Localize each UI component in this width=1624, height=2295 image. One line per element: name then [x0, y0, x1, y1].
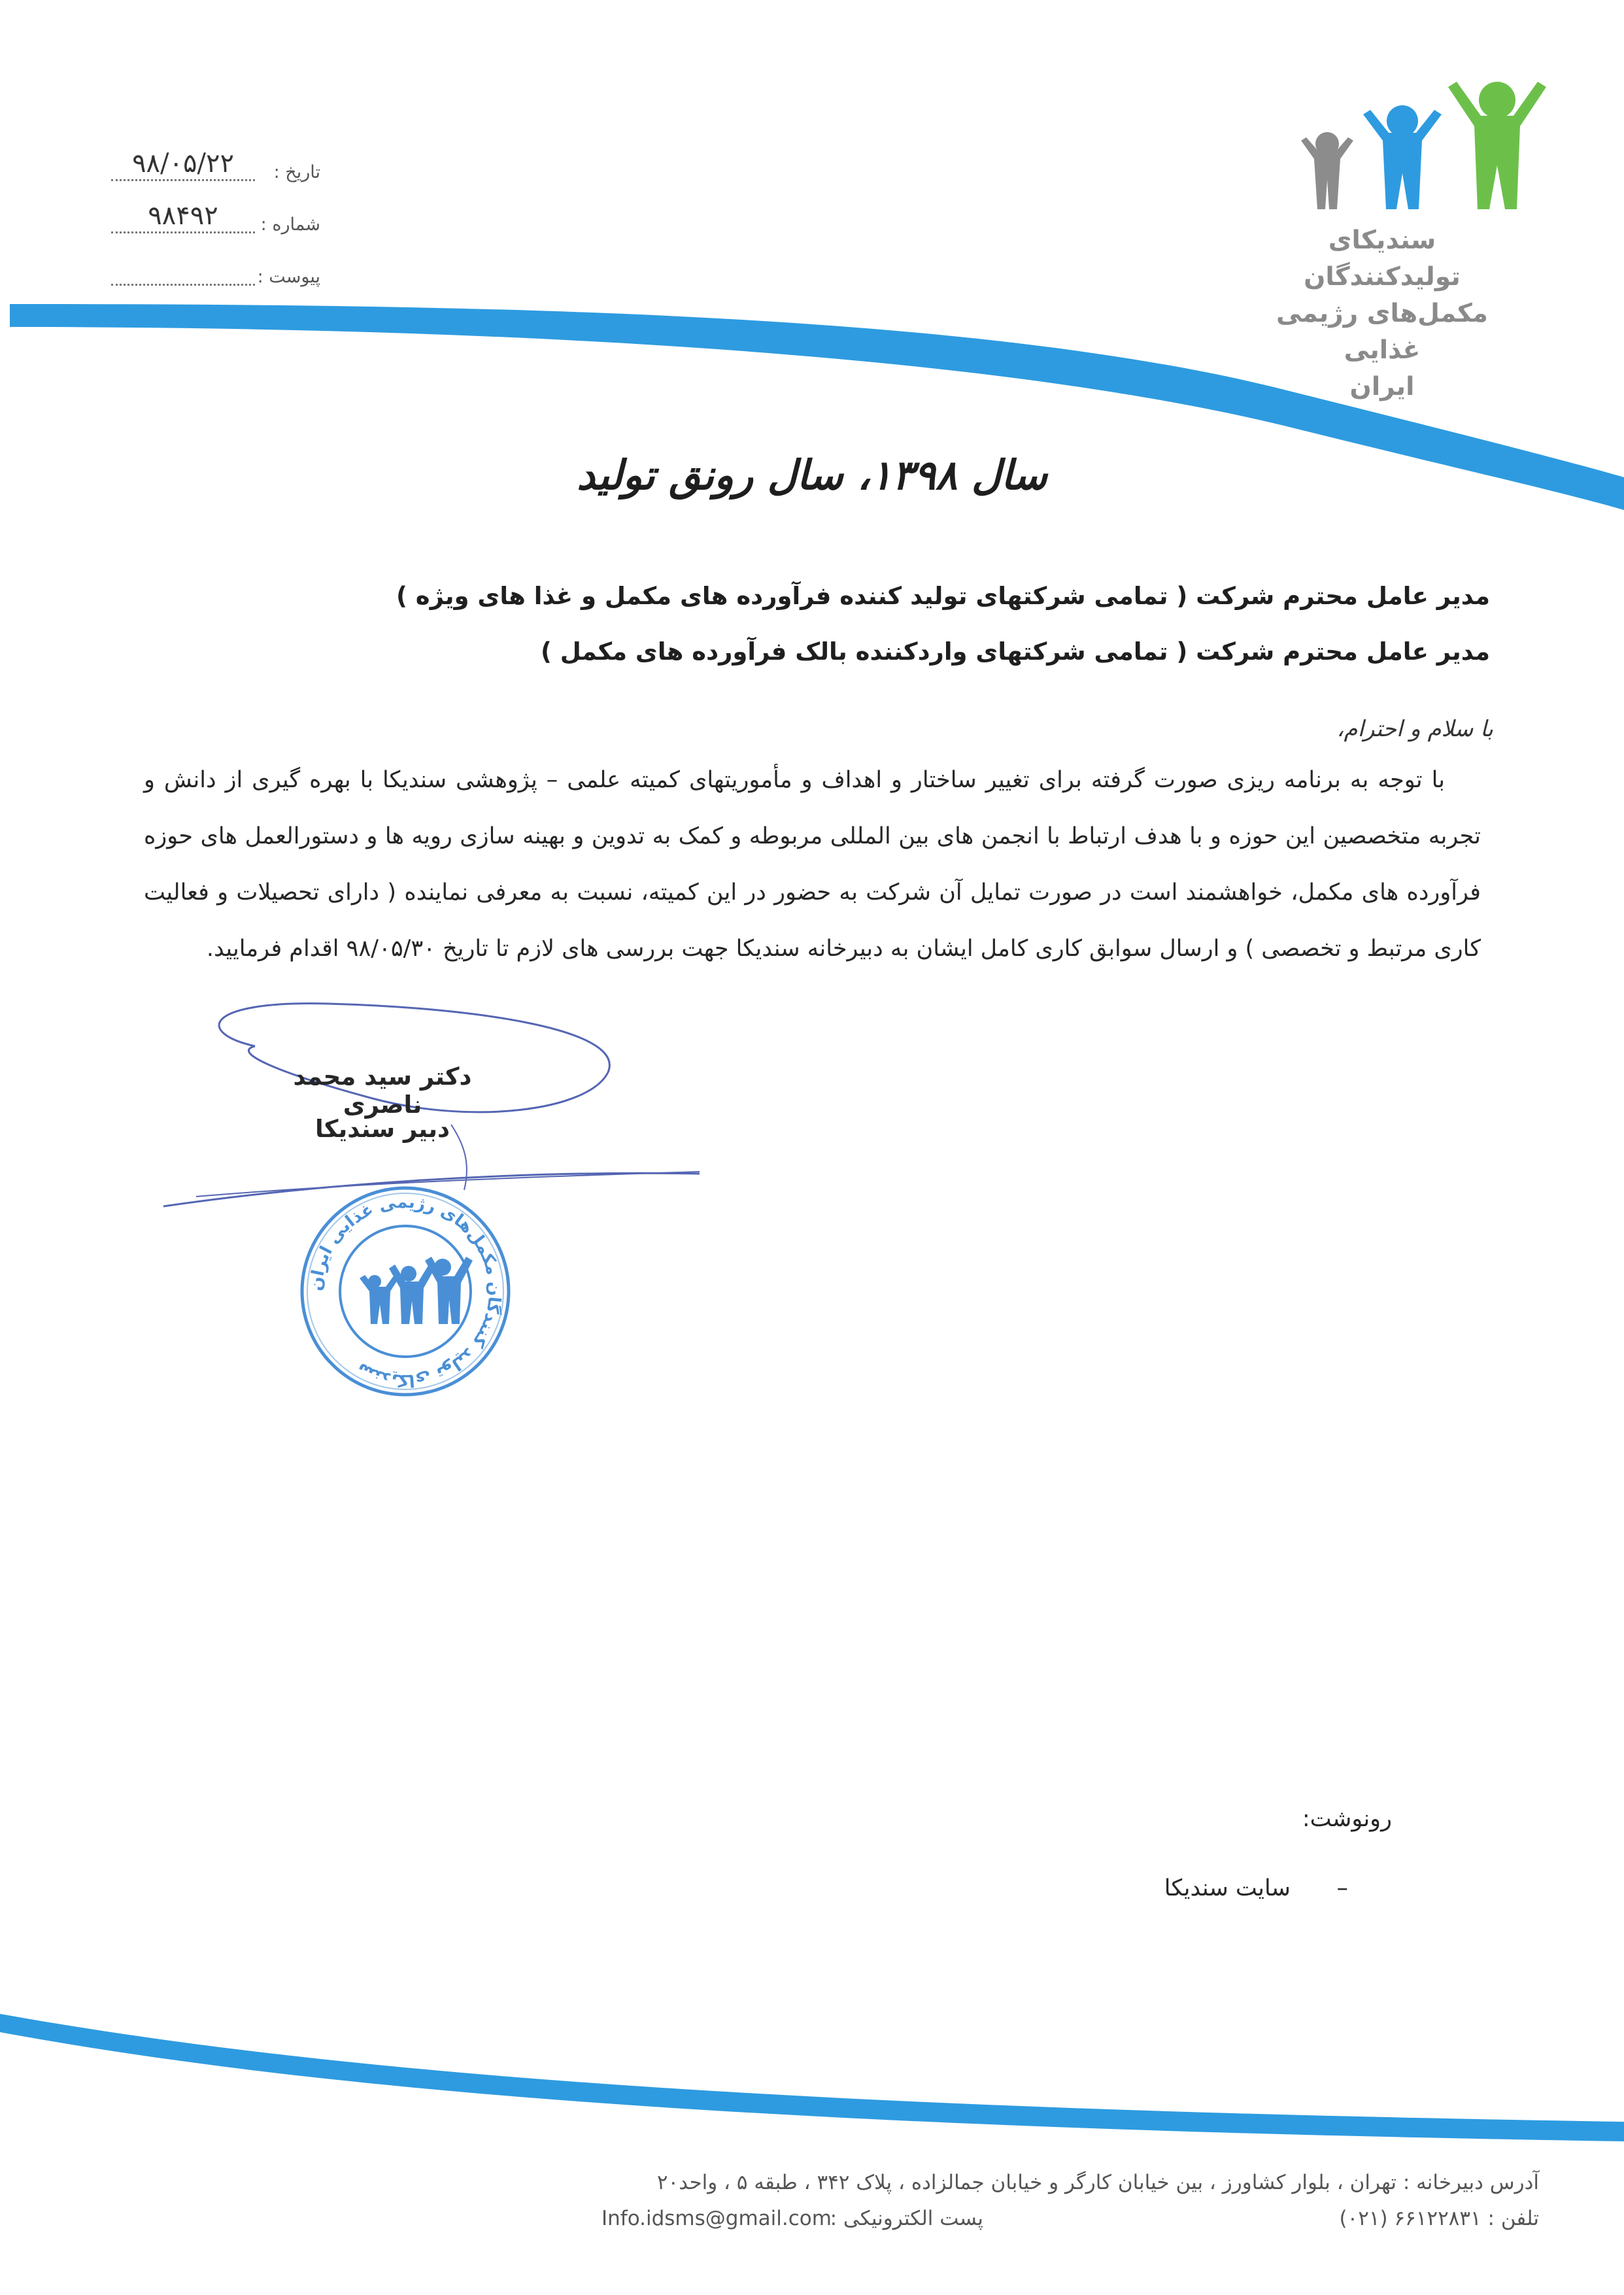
number-label: شماره : [260, 214, 320, 235]
syndicate-stamp-icon [297, 1183, 513, 1399]
date-label: تاریخ : [273, 162, 320, 182]
attachment-label: پیوست : [257, 267, 320, 287]
stamp-ring-text: سندیکای تولید کنندگان مکمل‌های رژیمی غذایی ایران [306, 1192, 505, 1391]
footer-phone: تلفن : ۶۶۱۲۲۸۳۱ (۰۲۱) [1339, 2207, 1539, 2230]
date-value: ۹۸/۰۵/۲۲ [132, 148, 234, 178]
attachment-field [105, 252, 320, 291]
recipient-line-2: مدیر عامل محترم شرکت ( تمامی شرکتهای واردکننده بالک فرآورده های مکمل ) [540, 638, 1490, 666]
footer-email[interactable]: Info.idsms@gmail.com [601, 2207, 832, 2230]
signer-name: دکتر سید محمد ناصری [293, 1062, 472, 1119]
cc-title: رونوشت: [1302, 1806, 1392, 1832]
logo-line-2: مکمل‌های رژیمی غذایی [1276, 299, 1488, 365]
motto-heading: سال ۱۳۹۸، سال رونق تولید [577, 451, 1047, 499]
attachment-dotted-line [111, 284, 255, 286]
number-dotted-line [111, 231, 255, 233]
syndicate-logo-icon [1288, 75, 1563, 216]
logo-line-1: سندیکای تولیدکنندگان [1304, 226, 1461, 292]
footer-address: آدرس دبیرخانه : تهران ، بلوار کشاورز ، بین خیابان کارگر و خیابان جمالزاده ، پلاک ۳۴۲ ، طبقه ۵ ، واحد۲۰ [656, 2171, 1539, 2194]
signer-title: دبیر سندیکا [314, 1115, 450, 1143]
date-field [105, 147, 320, 186]
greeting: با سلام و احترام، [1336, 716, 1493, 742]
recipient-line-1: مدیر عامل محترم شرکت ( تمامی شرکتهای تولید کننده فرآورده های مکمل و غذا های ویژه ) [396, 582, 1490, 610]
cc-bullet-icon: – [1336, 1875, 1348, 1901]
letter-body: با توجه به برنامه ریزی صورت گرفته برای تغییر ساختار و اهداف و مأموریتهای کمیته علمی – پژوهشی سندیکا با بهره گیری از دانش و تجربه متخصصین این حوزه و با هدف ارتباط با انجمن های بین المللی مربوطه و کمک به تدوین و بهینه سازی رویه ها و دستورالعمل های حوزه فرآورده های مکمل، خواهشمند است در صورت تمایل آن شرکت به حضور در این کمیته، نسبت به معرفی نماینده ( دارای تحصیلات و فعالیت کاری مرتبط و تخصصی ) و ارسال سوابق کاری کامل ایشان به دبیرخانه سندیکا جهت بررسی های لازم تا تاریخ ۹۸/۰۵/۳۰ اقدام فرمایید. [144, 767, 1481, 962]
footer-band [0, 1994, 1624, 2145]
date-dotted-line [111, 179, 255, 181]
footer-email-label: پست الکترونیکی : [830, 2207, 983, 2230]
number-field [105, 199, 320, 239]
number-value: ۹۸۴۹۲ [148, 201, 218, 231]
cc-item-text: سایت سندیکا [1164, 1875, 1291, 1901]
logo-line-3: ایران [1349, 372, 1415, 401]
